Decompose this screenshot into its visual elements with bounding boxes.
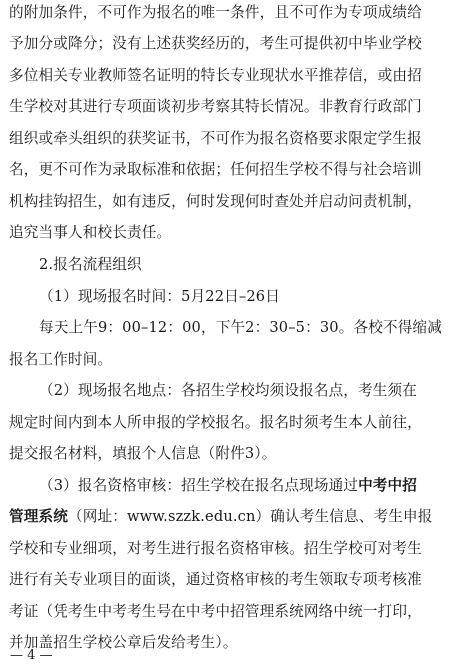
body-text-line: 组织或牵头组织的获奖证书，不可作为报名资格要求限定学生报 [9, 130, 422, 147]
page-number: — 4 — [10, 648, 53, 663]
body-text-line [39, 476, 445, 496]
body-text-line: 考证（凭考生中考考生号在中考中招管理系统网络中统一打印， [9, 603, 422, 620]
body-text-line: 追究当事人和校长责任。 [9, 224, 172, 241]
bold-text-segment: 中考中招 [358, 477, 418, 494]
body-text-line: 学校和专业细项，对考生进行报名资格审核。招生学校可对考生 [9, 540, 422, 557]
body-text-line: 报名工作时间。 [9, 351, 113, 368]
body-text-line: 并加盖招生学校公章后发给考生）。 [9, 634, 238, 651]
body-text-line: 提交报名材料，填报个人信息（附件3）。 [9, 445, 277, 462]
text-segment: （3）报名资格审核：招生学校在报名点现场通过 [39, 477, 359, 494]
text-segment: （网址：www.szzk.edu.cn）确认考生信息、考生申报 [67, 508, 433, 525]
body-text-line [9, 507, 445, 527]
body-text-line: 进行有关专业项目的面谈，通过资格审核的考生领取专项考核准 [9, 571, 422, 588]
section-heading: 2.报名流程组织 [39, 256, 142, 273]
bold-text-segment: 管理系统 [9, 508, 68, 525]
body-text-line: （1）现场报名时间：5月22日–26日 [39, 288, 280, 305]
body-text-line: 的附加条件，不可作为报名的唯一条件，且不可作为专项成绩给 [9, 4, 422, 21]
body-text-line: 生学校对其进行专项面谈初步考察其特长情况。非教育行政部门 [9, 98, 422, 115]
body-text-line: 规定时间内到本人所申报的学校报名。报名时须考生本人前往， [9, 414, 422, 431]
body-text-line: 机构挂钩招生，如有违反，何时发现何时查处并启动问责机制， [9, 193, 422, 210]
body-text-line: 多位相关专业教师签名证明的特长专业现状水平推荐信，或由招 [9, 67, 422, 84]
body-text-line: （2）现场报名地点：各招生学校均须设报名点，考生须在 [39, 382, 418, 399]
body-text-line: 名，更不可作为录取标准和依据；任何招生学校不得与社会培训 [9, 161, 422, 178]
body-text-line: 每天上午9：00–12：00，下午2：30–5：30。各校不得缩减 [39, 319, 442, 336]
body-text-line: 予加分或降分；没有上述获奖经历的，考生可提供初中毕业学校 [9, 35, 422, 52]
